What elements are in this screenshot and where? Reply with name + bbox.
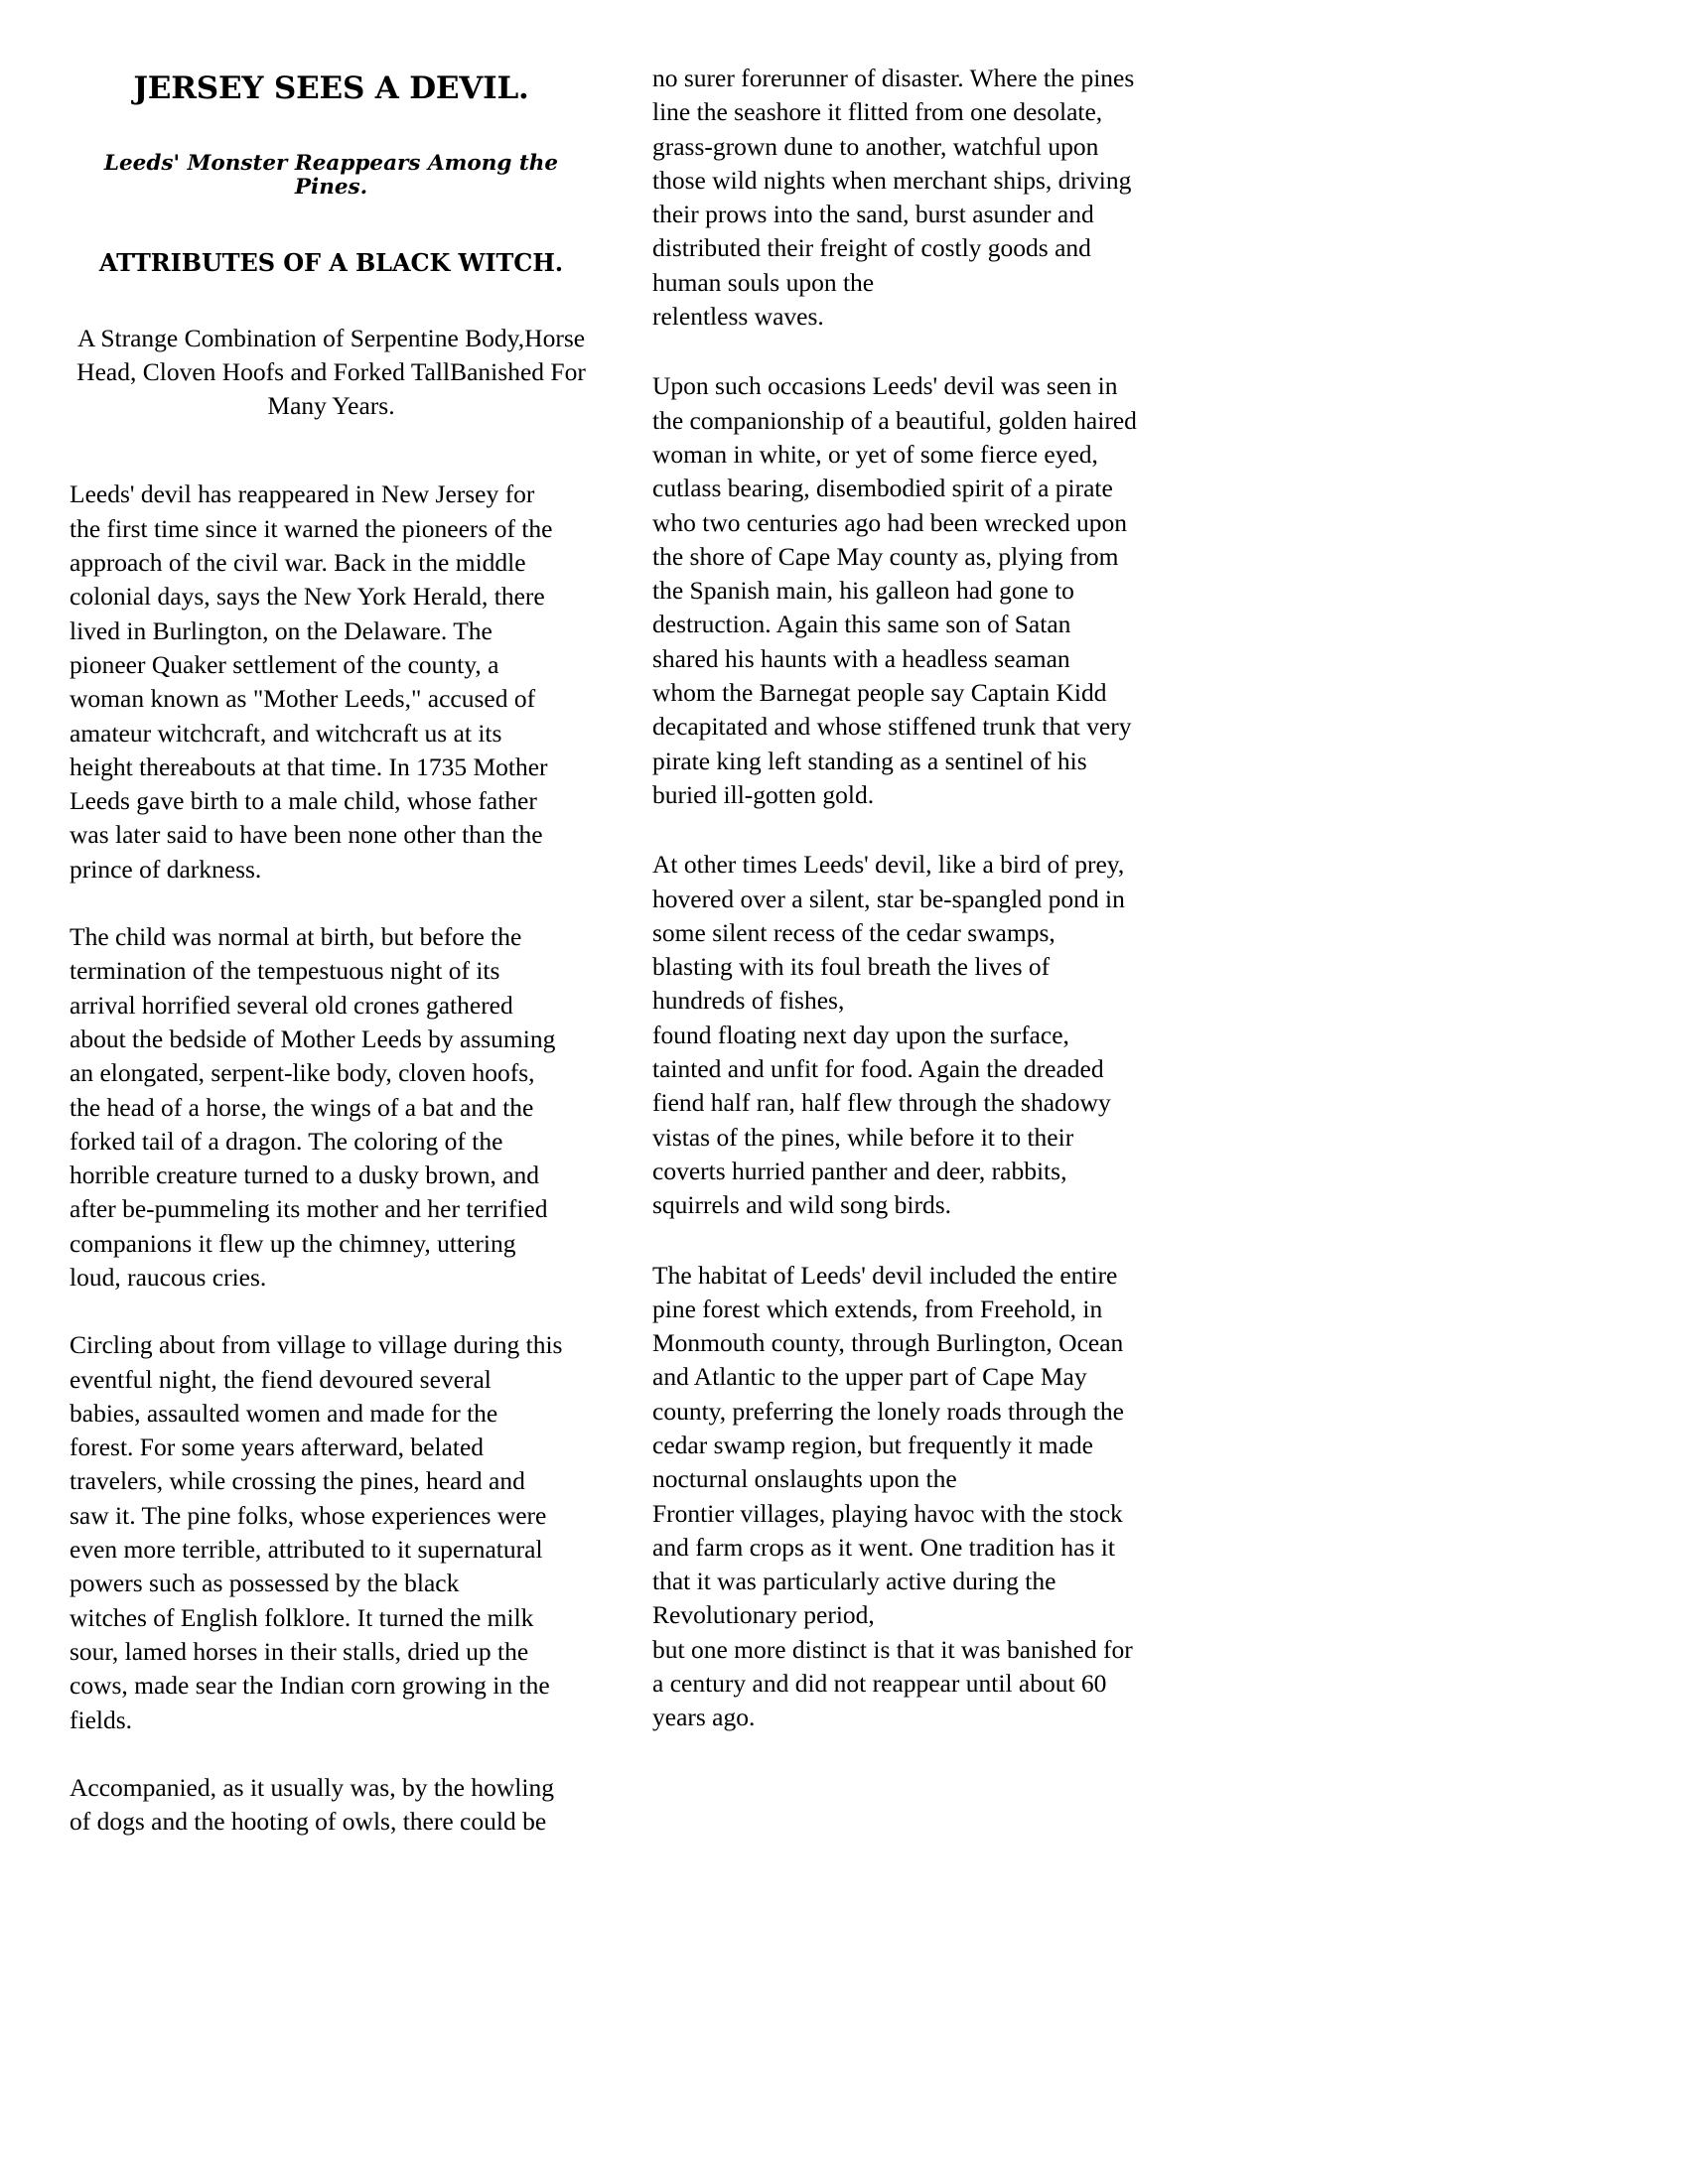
text-line: Monmouth county, through Burlington, Ocean: [652, 1328, 1124, 1358]
text-line: of dogs and the hooting of owls, there could be: [70, 1807, 547, 1837]
text-line: cows, made sear the Indian corn growing in the: [70, 1671, 550, 1701]
deck-line: A Strange Combination of Serpentine Body,: [76, 323, 525, 352]
text-line: distributed their freight of costly goods and: [652, 233, 1091, 263]
text-line: sour, lamed horses in their stalls, dried up the: [70, 1636, 529, 1666]
text-line: relentless waves.: [652, 302, 824, 332]
text-line: the companionship of a beautiful, golden haired: [652, 405, 1137, 435]
article-deck: [70, 322, 593, 423]
text-line: no surer forerunner of disaster. Where the pines: [652, 64, 1135, 92]
text-line: arrival horrified several old crones gathered: [70, 990, 513, 1020]
paragraph: [652, 1259, 1176, 1735]
text-line: eventful night, the fiend devoured several: [70, 1364, 492, 1394]
text-line: buried ill-gotten gold.: [652, 779, 875, 809]
text-line: tainted and unfit for food. Again the dreaded: [652, 1054, 1104, 1084]
text-line: squirrels and wild song birds.: [652, 1190, 952, 1220]
text-line: loud, raucous cries.: [70, 1263, 267, 1292]
text-line: whom the Barnegat people say Captain Kidd: [652, 678, 1107, 708]
text-line: but one more distinct is that it was banished for: [652, 1634, 1133, 1664]
text-line: that it was particularly active during the: [652, 1567, 1056, 1596]
text-line: travelers, while crossing the pines, heard and: [70, 1466, 525, 1496]
text-line: those wild nights when merchant ships, driving: [652, 165, 1132, 195]
text-line: line the seashore it flitted from one desolate,: [652, 97, 1103, 127]
text-line: cedar swamp region, but frequently it made: [652, 1430, 1093, 1459]
text-line: powers such as possessed by the black: [70, 1569, 460, 1598]
text-line: their prows into the sand, burst asunder and: [652, 200, 1094, 229]
text-line: horrible creature turned to a dusky brown, and: [70, 1160, 540, 1190]
text-line: hovered over a silent, star be-spangled pond in: [652, 884, 1125, 913]
text-line: lived in Burlington, on the Delaware. The: [70, 615, 492, 645]
deck-line: Banished For Many Years.: [267, 356, 586, 420]
left-column-body: [70, 478, 593, 1839]
text-line: pine forest which extends, from Freehold, in: [652, 1294, 1103, 1323]
text-line: and Atlantic to the upper part of Cape May: [652, 1362, 1087, 1392]
text-line: height thereabouts at that time. In 1735 Mother: [70, 751, 548, 781]
text-line: human souls upon the: [652, 267, 875, 297]
left-column: [70, 62, 593, 1839]
text-line: woman known as "Mother Leeds," accused of: [70, 684, 536, 714]
text-line: forest. For some years afterward, belated: [70, 1433, 485, 1462]
text-line: pioneer Quaker settlement of the county, a: [70, 649, 499, 679]
text-line: some silent recess of the cedar swamps,: [652, 917, 1055, 947]
text-line: Accompanied, as it usually was, by the howling: [70, 1772, 554, 1802]
text-line: approach of the civil war. Back in the middle: [70, 548, 526, 578]
paragraph: [70, 1771, 593, 1840]
text-line: coverts hurried panther and deer, rabbits,: [652, 1156, 1067, 1185]
text-line: Leeds gave birth to a male child, whose father: [70, 786, 537, 816]
text-line: blasting with its foul breath the lives of: [652, 952, 1051, 982]
text-line: termination of the tempestuous night of its: [70, 956, 500, 986]
text-line: hundreds of fishes,: [652, 986, 845, 1016]
text-line: years ago.: [652, 1703, 756, 1732]
text-line: after be-pummeling its mother and her terrified: [70, 1194, 548, 1224]
text-line: colonial days, says the New York Herald, there: [70, 582, 545, 612]
text-line: Upon such occasions Leeds' devil was seen in: [652, 371, 1118, 401]
subheadline-italic: Leeds' Monster Reappears Among the Pines.: [103, 150, 559, 201]
paragraph: [70, 1328, 593, 1737]
paragraph: [70, 920, 593, 1295]
text-line: woman in white, or yet of some fierce eyed,: [652, 439, 1098, 469]
text-line: about the bedside of Mother Leeds by assuming: [70, 1024, 556, 1053]
text-line: shared his haunts with a headless seaman: [652, 643, 1070, 673]
right-column: [652, 62, 1176, 1771]
text-line: the Spanish main, his galleon had gone to: [652, 576, 1074, 606]
paragraph: [652, 62, 1176, 334]
paragraph: [652, 848, 1176, 1222]
text-line: witches of English folklore. It turned the milk: [70, 1602, 534, 1632]
text-line: cutlass bearing, disembodied spirit of a pirate: [652, 474, 1113, 503]
text-line: grass-grown dune to another, watchful upon: [652, 131, 1099, 161]
text-line: nocturnal onslaughts upon the: [652, 1464, 957, 1494]
text-line: amateur witchcraft, and witchcraft us at its: [70, 718, 502, 748]
text-line: fiend half ran, half flew through the shadowy: [652, 1088, 1111, 1118]
text-line: fields.: [70, 1705, 133, 1734]
text-line: Circling about from village to village during this: [70, 1330, 563, 1360]
text-line: babies, assaulted women and made for the: [70, 1398, 498, 1428]
text-line: an elongated, serpent-like body, cloven hoofs,: [70, 1058, 535, 1088]
deck-line: Horse Head, Cloven Hoofs and Forked Tall: [76, 323, 586, 386]
two-column-layout: [70, 62, 1618, 1839]
paragraph: [652, 369, 1176, 812]
text-line: was later said to have been none other than the: [70, 820, 543, 850]
text-line: vistas of the pines, while before it to their: [652, 1122, 1074, 1152]
text-line: pirate king left standing as a sentinel of his: [652, 746, 1087, 775]
text-line: The habitat of Leeds' devil included the entire: [652, 1260, 1118, 1290]
text-line: The child was normal at birth, but before the: [70, 922, 522, 952]
text-line: who two centuries ago had been wrecked upon: [652, 507, 1127, 537]
text-line: a century and did not reappear until about 60: [652, 1669, 1107, 1699]
text-line: prince of darkness.: [70, 854, 262, 884]
right-column-body: [652, 62, 1176, 1735]
text-line: even more terrible, attributed to it supernatural: [70, 1535, 543, 1565]
text-line: the shore of Cape May county as, plying from: [652, 541, 1119, 571]
text-line: forked tail of a dragon. The coloring of the: [70, 1126, 503, 1156]
text-line: Leeds' devil has reappeared in New Jersey for: [70, 479, 535, 509]
page-title: JERSEY SEES A DEVIL.: [133, 70, 529, 106]
text-line: At other times Leeds' devil, like a bird of prey,: [652, 850, 1125, 880]
text-line: decapitated and whose stiffened trunk that very: [652, 712, 1132, 742]
text-line: found floating next day upon the surface,: [652, 1020, 1069, 1049]
text-line: county, preferring the lonely roads through the: [652, 1396, 1124, 1426]
text-line: destruction. Again this same son of Satan: [652, 610, 1071, 639]
text-line: and farm crops as it went. One tradition has it: [652, 1532, 1115, 1562]
paragraph: [70, 478, 593, 887]
text-line: the head of a horse, the wings of a bat and the: [70, 1092, 534, 1122]
text-line: the first time since it warned the pioneers of the: [70, 513, 553, 543]
text-line: saw it. The pine folks, whose experiences were: [70, 1500, 547, 1530]
text-line: Frontier villages, playing havoc with the stock: [652, 1498, 1123, 1528]
text-line: companions it flew up the chimney, uttering: [70, 1228, 516, 1258]
text-line: Revolutionary period,: [652, 1600, 875, 1630]
subheadline-caps: ATTRIBUTES OF A BLACK WITCH.: [98, 248, 564, 278]
